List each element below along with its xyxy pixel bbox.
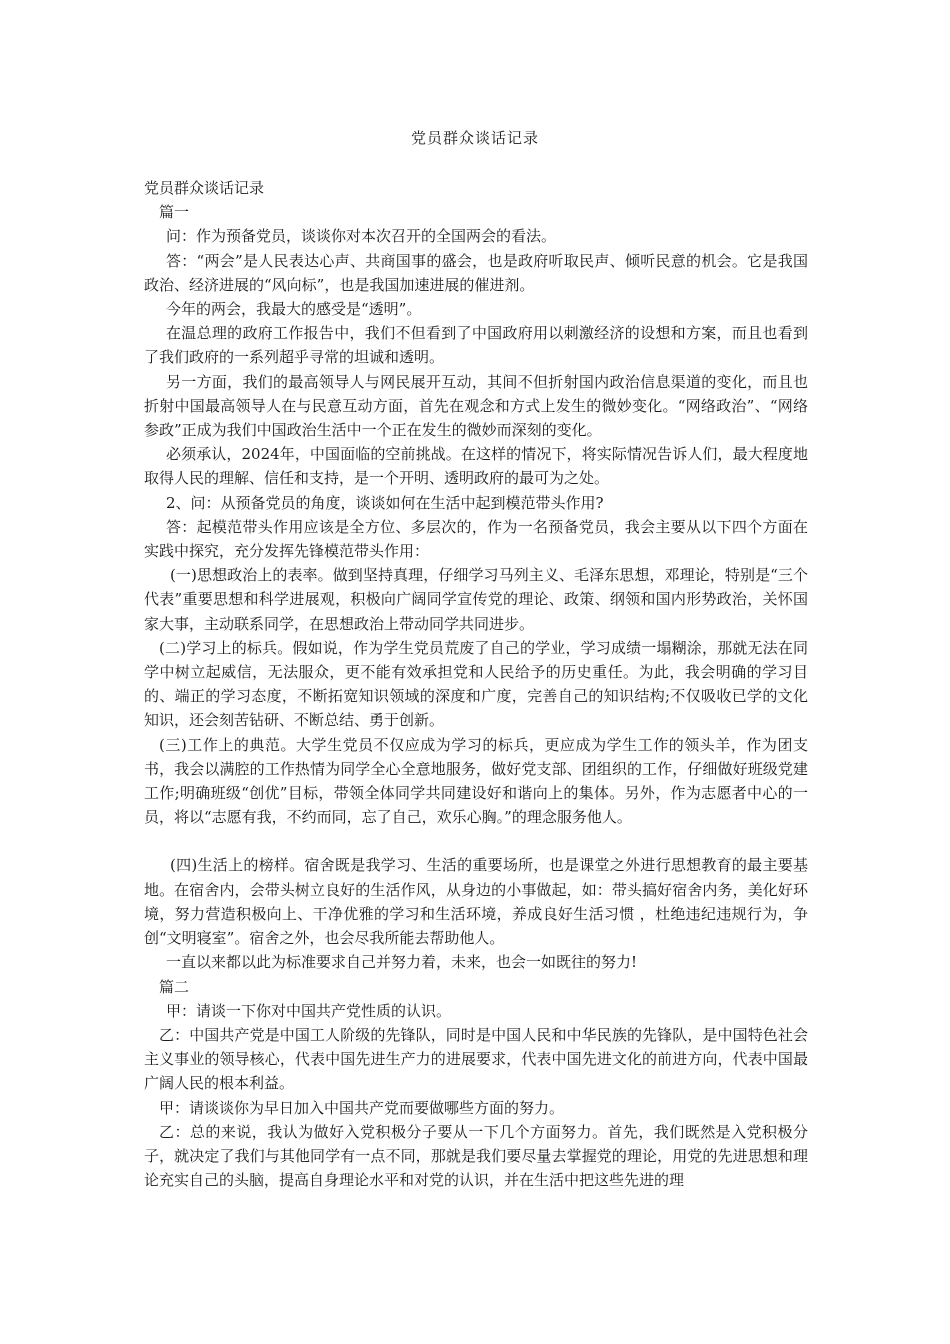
body-paragraph: 在温总理的政府工作报告中，我们不但看到了中国政府用以刺激经济的设想和方案，而且也看到了我们政府的一系列超乎寻常的坦诚和透明。 [144,324,808,367]
answer-paragraph: 乙：总的来说，我认为做好入党积极分子要从一下几个方面努力。首先，我们既然是入党积极分子，就决定了我们与其他同学有一点不同，那就是我们要尽量去掌握党的理论，用党的先进思想和理论充实自己的头脑，提高自身理论水平和对党的认识，并在生活中把这些先进的理 [144,1122,808,1190]
question-paragraph: 甲：请谈谈你为早日加入中国共产党而要做哪些方面的努力。 [159,1098,565,1117]
body-paragraph: (四)生活上的榜样。宿舍既是我学习、生活的重要场所，也是课堂之外进行思想教育的最主要基地。在宿舍内，会带头树立良好的生活作风，从身边的小事做起，如：带头搞好宿舍内务，美化好环境，努力营造积极向上、干净优雅的学习和生活环境，养成良好生活习惯 ，杜绝违纪违规行为，争创“文明寝室”。宿舍之外，也会尽我所能去帮助他人。 [144,856,808,948]
section-heading: 篇二 [159,977,190,996]
body-paragraph: 今年的两会，我最大的感受是“透明”。 [166,300,422,319]
question-paragraph: 问：作为预备党员，谈谈你对本次召开的全国两会的看法。 [166,227,557,246]
body-paragraph: (二)学习上的标兵。假如说，作为学生党员荒废了自己的学业，学习成绩一塌糊涂，那就无法在同学中树立起威信，无法服众，更不能有效承担党和人民给予的历史重任。为此，我会明确的学习目的、端正的学习态度，不断拓宽知识领域的深度和广度，完善自己的知识结构;不仅吸收已学的文化知识，还会刻苦钻研、不断总结、勇于创新。 [144,638,808,730]
body-paragraph: 另一方面，我们的最高领导人与网民展开互动，其间不但折射国内政治信息渠道的变化，而且也折射中国最高领导人在与民意互动方面，首先在观念和方式上发生的微妙变化。“网络政治”、“网络参政”正成为我们中国政治生活中一个正在发生的微妙而深刻的变化。 [144,372,808,440]
body-paragraph: 必须承认，2024年，中国面临的空前挑战。在这样的情况下，将实际情况告诉人们，最大程度地取得人民的理解、信任和支持，是一个开明、透明政府的最可为之处。 [144,445,808,488]
paragraph-gap [144,829,808,853]
question-paragraph: 2、问：从预备党员的角度，谈谈如何在生活中起到模范带头作用? [166,493,604,512]
body-paragraph: 一直以来都以此为标准要求自己并努力着，未来，也会一如既往的努力! [166,953,638,972]
body-paragraph: (一)思想政治上的表率。做到坚持真理，仔细学习马列主义、毛泽东思想，邓理论，特别是“三个代表”重要思想和科学进展观，积极向广阔同学宣传党的理论、政策、纲领和国内形势政治，关怀国家大事，主动联系同学，在思想政治上带动同学共同进步。 [144,566,808,633]
page-title: 党员群众谈话记录 [410,129,539,147]
answer-paragraph: 乙：中国共产党是中国工人阶级的先锋队，同时是中国人民和中华民族的先锋队，是中国特色社会主义事业的领导核心，代表中国先进生产力的进展要求，代表中国先进文化的前进方向，代表中国最广阔人民的根本利益。 [144,1025,808,1093]
question-paragraph: 甲：请谈一下你对中国共产党性质的认识。 [166,1001,452,1020]
section-heading: 篇一 [159,203,190,222]
document-body [144,176,808,1192]
subtitle-paragraph: 党员群众谈话记录 [144,179,265,197]
answer-paragraph: 答：起模范带头作用应该是全方位、多层次的，作为一名预备党员，我会主要从以下四个方面在实践中探究，充分发挥先锋模范带头作用： [144,517,808,561]
answer-paragraph: 答：“两会”是人民表达心声、共商国事的盛会，也是政府听取民声、倾听民意的机会。它是我国政治、经济进展的“风向标”，也是我国加速进展的催进剂。 [144,251,808,294]
body-paragraph: (三)工作上的典范。大学生党员不仅应成为学习的标兵，更应成为学生工作的领头羊，作为团支书，我会以满腔的工作热情为同学全心全意地服务，做好党支部、团组织的工作，仔细做好班级党建工作;明确班级“创优”目标，带领全体同学共同建设好和谐向上的集体。另外，作为志愿者中心的一员，将以“志愿有我，不约而同，忘了自己，欢乐心胸。”的理念服务他人。 [144,735,808,827]
